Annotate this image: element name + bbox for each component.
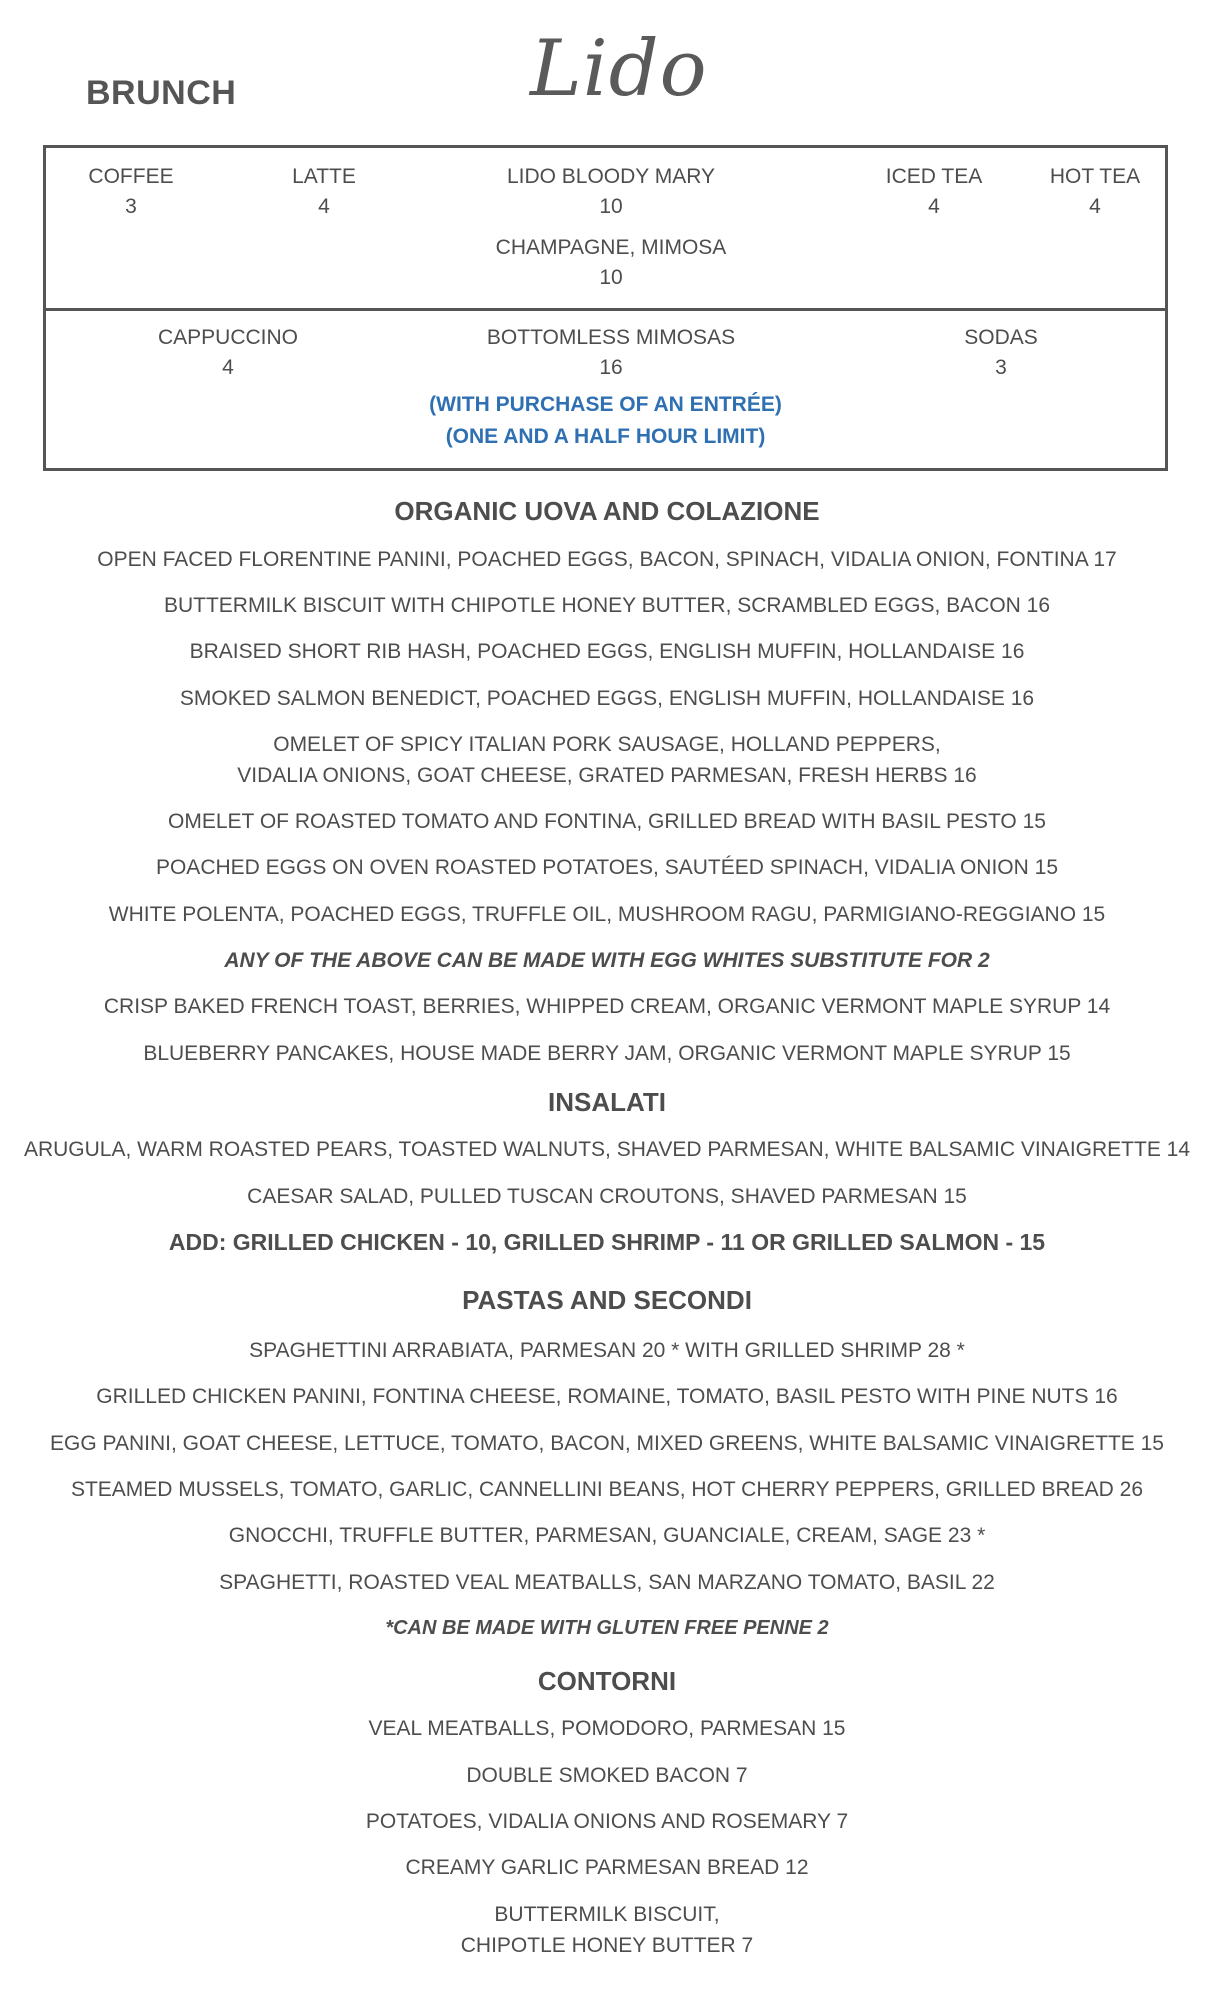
drink-price: 4 xyxy=(222,356,234,379)
menu-item: STEAMED MUSSELS, TOMATO, GARLIC, CANNELLINI BEANS, HOT CHERRY PEPPERS, GRILLED BREAD 26 xyxy=(70,1478,1144,1501)
menu-item: VIDALIA ONIONS, GOAT CHEESE, GRATED PARMESAN, FRESH HERBS 16 xyxy=(237,764,977,787)
menu-item: VEAL MEATBALLS, POMODORO, PARMESAN 15 xyxy=(368,1717,846,1740)
menu-item: SMOKED SALMON BENEDICT, POACHED EGGS, ENGLISH MUFFIN, HOLLANDAISE 16 xyxy=(179,687,1035,710)
drink-name: COFFEE xyxy=(88,165,174,188)
section-title-pastas: PASTAS AND SECONDI xyxy=(462,1285,752,1315)
menu-item: SPAGHETTINI ARRABIATA, PARMESAN 20 * WITH GRILLED SHRIMP 28 * xyxy=(249,1339,965,1362)
menu-item: EGG PANINI, GOAT CHEESE, LETTUCE, TOMATO, BACON, MIXED GREENS, WHITE BALSAMIC VINAIGRETTE 15 xyxy=(50,1432,1164,1455)
menu-item: POTATOES, VIDALIA ONIONS AND ROSEMARY 7 xyxy=(365,1810,849,1833)
drink-name: LIDO BLOODY MARY xyxy=(506,165,716,188)
menu-item: CHIPOTLE HONEY BUTTER 7 xyxy=(460,1934,754,1957)
menu-item: GNOCCHI, TRUFFLE BUTTER, PARMESAN, GUANCIALE, CREAM, SAGE 23 * xyxy=(228,1524,986,1547)
drink-name: SODAS xyxy=(964,326,1038,349)
menu-item: BRAISED SHORT RIB HASH, POACHED EGGS, ENGLISH MUFFIN, HOLLANDAISE 16 xyxy=(189,640,1025,663)
menu-item: BUTTERMILK BISCUIT WITH CHIPOTLE HONEY BUTTER, SCRAMBLED EGGS, BACON 16 xyxy=(163,594,1051,617)
drink-item xyxy=(292,162,356,222)
menu-item: CREAMY GARLIC PARMESAN BREAD 12 xyxy=(405,1856,809,1879)
drink-item xyxy=(158,323,298,383)
mimosa-note: (ONE AND A HALF HOUR LIMIT) xyxy=(445,425,766,448)
drink-price: 10 xyxy=(599,195,623,218)
drink-item xyxy=(507,162,715,222)
drink-name: CAPPUCCINO xyxy=(157,326,299,349)
menu-item: BUTTERMILK BISCUIT, xyxy=(494,1903,720,1926)
drink-item xyxy=(487,323,735,383)
gluten-free-note: *CAN BE MADE WITH GLUTEN FREE PENNE 2 xyxy=(385,1617,829,1639)
menu-item: CAESAR SALAD, PULLED TUSCAN CROUTONS, SHAVED PARMESAN 15 xyxy=(247,1185,967,1208)
section-title-uova: ORGANIC UOVA AND COLAZIONE xyxy=(394,496,820,526)
drink-name: LATTE xyxy=(292,165,356,188)
menu-item: OPEN FACED FLORENTINE PANINI, POACHED EGGS, BACON, SPINACH, VIDALIA ONION, FONTINA 17 xyxy=(97,548,1117,571)
drink-name: ICED TEA xyxy=(885,165,983,188)
drink-price: 10 xyxy=(599,266,623,289)
menu-item: OMELET OF SPICY ITALIAN PORK SAUSAGE, HOLLAND PEPPERS, xyxy=(273,733,941,756)
menu-item: ARUGULA, WARM ROASTED PEARS, TOASTED WALNUTS, SHAVED PARMESAN, WHITE BALSAMIC VINAIGRETTE 14 xyxy=(23,1138,1191,1161)
add-protein-note: ADD: GRILLED CHICKEN - 10, GRILLED SHRIMP - 11 OR GRILLED SALMON - 15 xyxy=(168,1229,1046,1255)
menu-item: POACHED EGGS ON OVEN ROASTED POTATOES, SAUTÉED SPINACH, VIDALIA ONION 15 xyxy=(155,856,1059,879)
drinks-top-row xyxy=(46,148,1165,311)
drink-name: HOT TEA xyxy=(1049,165,1141,188)
mimosa-note: (WITH PURCHASE OF AN ENTRÉE) xyxy=(429,393,782,416)
drink-name: CHAMPAGNE, MIMOSA xyxy=(495,236,727,259)
drink-price: 4 xyxy=(318,195,330,218)
drink-name: BOTTOMLESS MIMOSAS xyxy=(486,326,736,349)
menu-item: WHITE POLENTA, POACHED EGGS, TRUFFLE OIL, MUSHROOM RAGU, PARMIGIANO-REGGIANO 15 xyxy=(108,903,1106,926)
drinks-box xyxy=(43,145,1168,471)
drink-item xyxy=(496,233,727,293)
section-title-insalati: INSALATI xyxy=(548,1087,666,1117)
egg-white-note: ANY OF THE ABOVE CAN BE MADE WITH EGG WHITES SUBSTITUTE FOR 2 xyxy=(224,949,990,972)
drink-item xyxy=(886,162,982,222)
drink-price: 3 xyxy=(125,195,137,218)
drink-item xyxy=(964,323,1038,383)
section-title-contorni: CONTORNI xyxy=(537,1666,677,1696)
menu-item: DOUBLE SMOKED BACON 7 xyxy=(466,1764,748,1787)
menu-item: CRISP BAKED FRENCH TOAST, BERRIES, WHIPPED CREAM, ORGANIC VERMONT MAPLE SYRUP 14 xyxy=(103,995,1111,1018)
drink-price: 4 xyxy=(1089,195,1101,218)
drinks-bottom-row xyxy=(46,311,1165,468)
menu-item: BLUEBERRY PANCAKES, HOUSE MADE BERRY JAM, ORGANIC VERMONT MAPLE SYRUP 15 xyxy=(143,1042,1071,1065)
menu-title: BRUNCH xyxy=(86,74,237,112)
lido-logo: Lido xyxy=(530,24,708,114)
drink-item xyxy=(88,162,173,222)
menu-item: GRILLED CHICKEN PANINI, FONTINA CHEESE, ROMAINE, TOMATO, BASIL PESTO WITH PINE NUTS 16 xyxy=(96,1385,1118,1408)
drink-price: 3 xyxy=(995,356,1007,379)
menu-item: OMELET OF ROASTED TOMATO AND FONTINA, GRILLED BREAD WITH BASIL PESTO 15 xyxy=(168,810,1046,833)
menu-item: SPAGHETTI, ROASTED VEAL MEATBALLS, SAN MARZANO TOMATO, BASIL 22 xyxy=(219,1571,995,1594)
drink-item xyxy=(1050,162,1140,222)
drink-price: 4 xyxy=(928,195,940,218)
drink-price: 16 xyxy=(599,356,623,379)
